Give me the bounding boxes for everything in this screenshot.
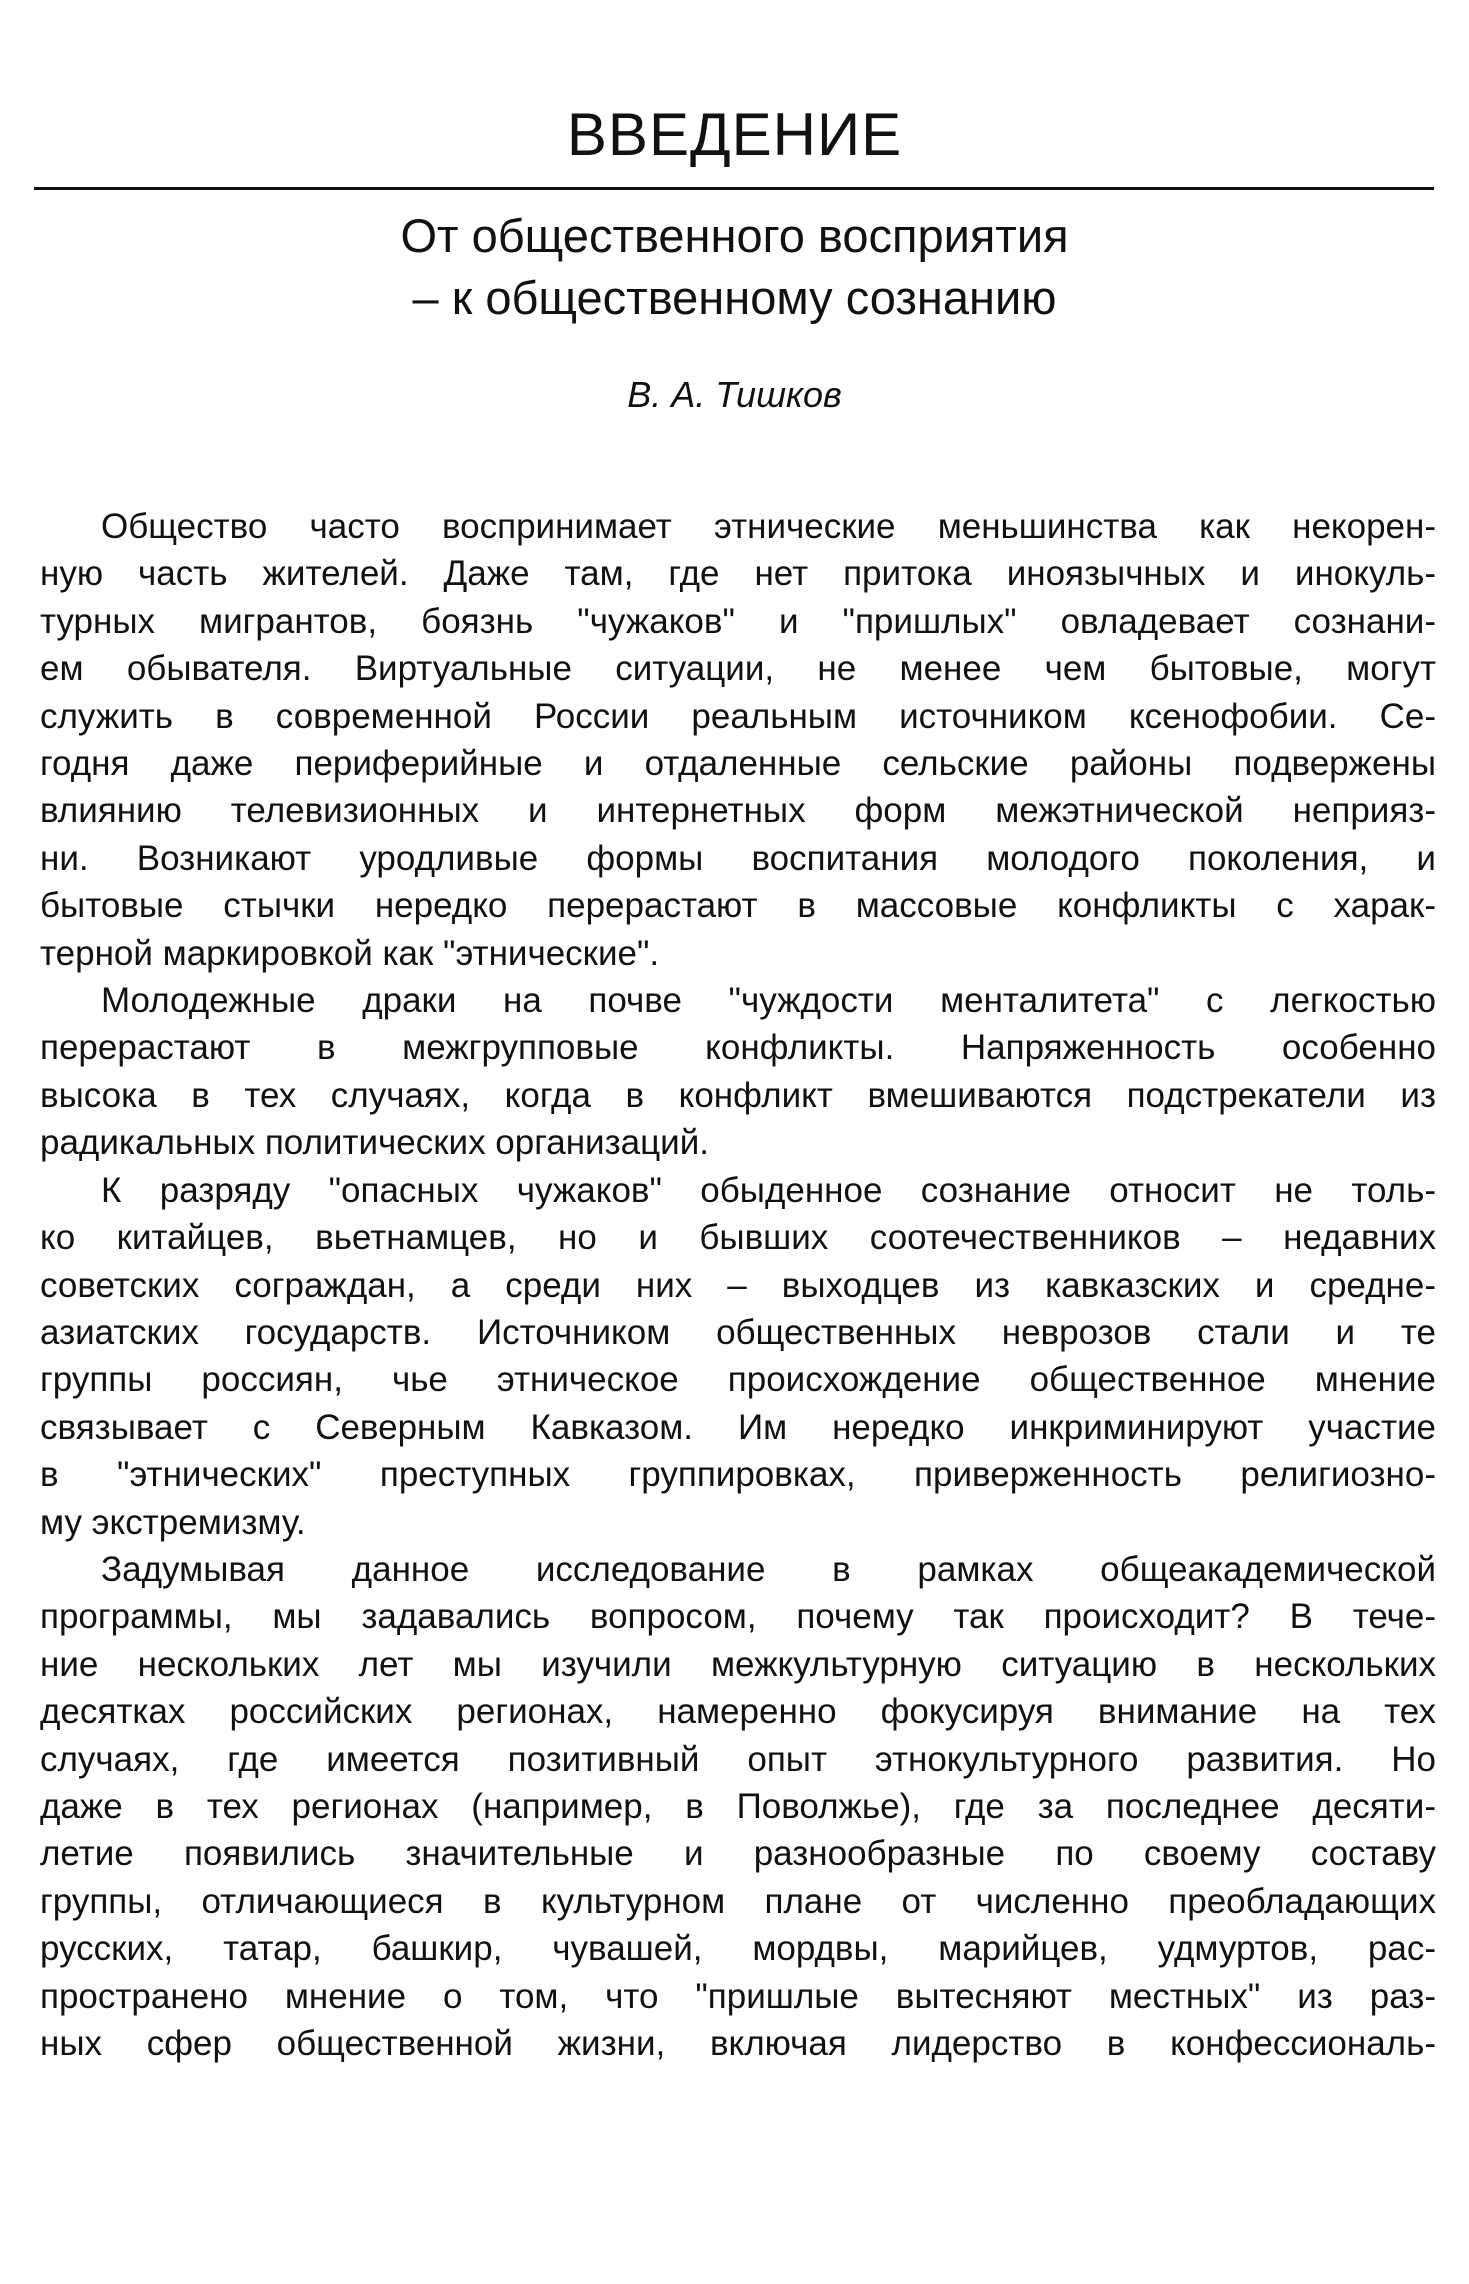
paragraph-line: ни. Возникают уродливые формы воспитания молодого поколения, и [40, 838, 1436, 878]
paragraph-line: пространено мнение о том, что "пришлые вытесняют местных" из раз- [40, 1976, 1436, 2016]
paragraph-line: программы, мы задавались вопросом, почему так происходит? В тече- [40, 1597, 1436, 1637]
paragraph-line: К разряду "опасных чужаков" обыденное сознание относит не толь- [101, 1170, 1436, 1210]
paragraph-line: перерастают в межгрупповые конфликты. Напряженность особенно [40, 1028, 1436, 1068]
paragraph-line: годня даже периферийные и отдаленные сельские районы подвержены [40, 744, 1436, 784]
paragraph [40, 977, 1436, 1167]
paragraph-line: азиатских государств. Источником общественных неврозов стали и те [40, 1312, 1436, 1352]
paragraph-line: ко китайцев, вьетнамцев, но и бывших соотечественников – недавних [40, 1218, 1436, 1258]
paragraph-line: связывает с Северным Кавказом. Им нередко инкриминируют участие [40, 1407, 1436, 1447]
section-heading: ВВЕДЕНИЕ [566, 101, 903, 168]
paragraph [40, 1167, 1436, 1546]
paragraph-line: даже в тех регионах (например, в Поволжье), где за последнее десяти- [40, 1786, 1436, 1826]
paragraph-line: бытовые стычки нередко перерастают в массовые конфликты с харак- [40, 886, 1436, 926]
article-title-line: От общественного восприятия [400, 209, 1069, 262]
heading-divider [34, 187, 1434, 190]
paragraph-line: ных сфер общественной жизни, включая лидерство в конфессиональ- [40, 2024, 1436, 2063]
paragraph-line: радикальных политических организаций. [40, 1123, 709, 1163]
paragraph-line: терной маркировкой как "этнические". [40, 933, 660, 973]
paragraph-line: в "этнических" преступных группировках, приверженность религиозно- [40, 1455, 1436, 1495]
paragraph-line: влиянию телевизионных и интернетных форм межэтнической неприяз- [40, 791, 1436, 831]
paragraph-line: ем обывателя. Виртуальные ситуации, не менее чем бытовые, могут [40, 649, 1436, 689]
paragraph-line: группы, отличающиеся в культурном плане от численно преобладающих [40, 1881, 1436, 1921]
paragraph-line: случаях, где имеется позитивный опыт этнокультурного развития. Но [40, 1739, 1436, 1779]
paragraph-line: группы россиян, чье этническое происхождение общественное мнение [40, 1360, 1436, 1400]
paragraph-line: советских сограждан, а среди них – выходцев из кавказских и средне- [40, 1265, 1436, 1305]
article-title-line: – к общественному сознанию [412, 271, 1057, 324]
paragraph [40, 503, 1436, 977]
article-body [40, 503, 1436, 2067]
paragraph-line: высока в тех случаях, когда в конфликт вмешиваются подстрекатели из [40, 1075, 1436, 1115]
paragraph-line: Общество часто воспринимает этнические меньшинства как некорен- [101, 507, 1436, 546]
paragraph-line: Молодежные драки на почве "чуждости менталитета" с легкостью [101, 981, 1436, 1021]
paragraph-line: летие появились значительные и разнообразные по своему составу [40, 1834, 1436, 1874]
paragraph-line: му экстремизму. [40, 1502, 306, 1542]
paragraph-line: русских, татар, башкир, чувашей, мордвы, марийцев, удмуртов, рас- [40, 1929, 1436, 1969]
paragraph-line: ную часть жителей. Даже там, где нет притока иноязычных и инокуль- [40, 554, 1436, 594]
author-name: В. А. Тишков [627, 374, 842, 415]
paragraph-line: турных мигрантов, боязнь "чужаков" и "пришлых" овладевает сознани- [40, 601, 1436, 641]
paragraph-line: десятках российских регионах, намеренно фокусируя внимание на тех [40, 1692, 1436, 1732]
paragraph-line: ние нескольких лет мы изучили межкультурную ситуацию в нескольких [40, 1644, 1436, 1684]
paragraph [40, 1546, 1436, 2067]
article-title [0, 205, 1469, 329]
paragraph-line: служить в современной России реальным источником ксенофобии. Се- [40, 696, 1436, 736]
paragraph-line: Задумывая данное исследование в рамках общеакадемической [101, 1549, 1436, 1589]
